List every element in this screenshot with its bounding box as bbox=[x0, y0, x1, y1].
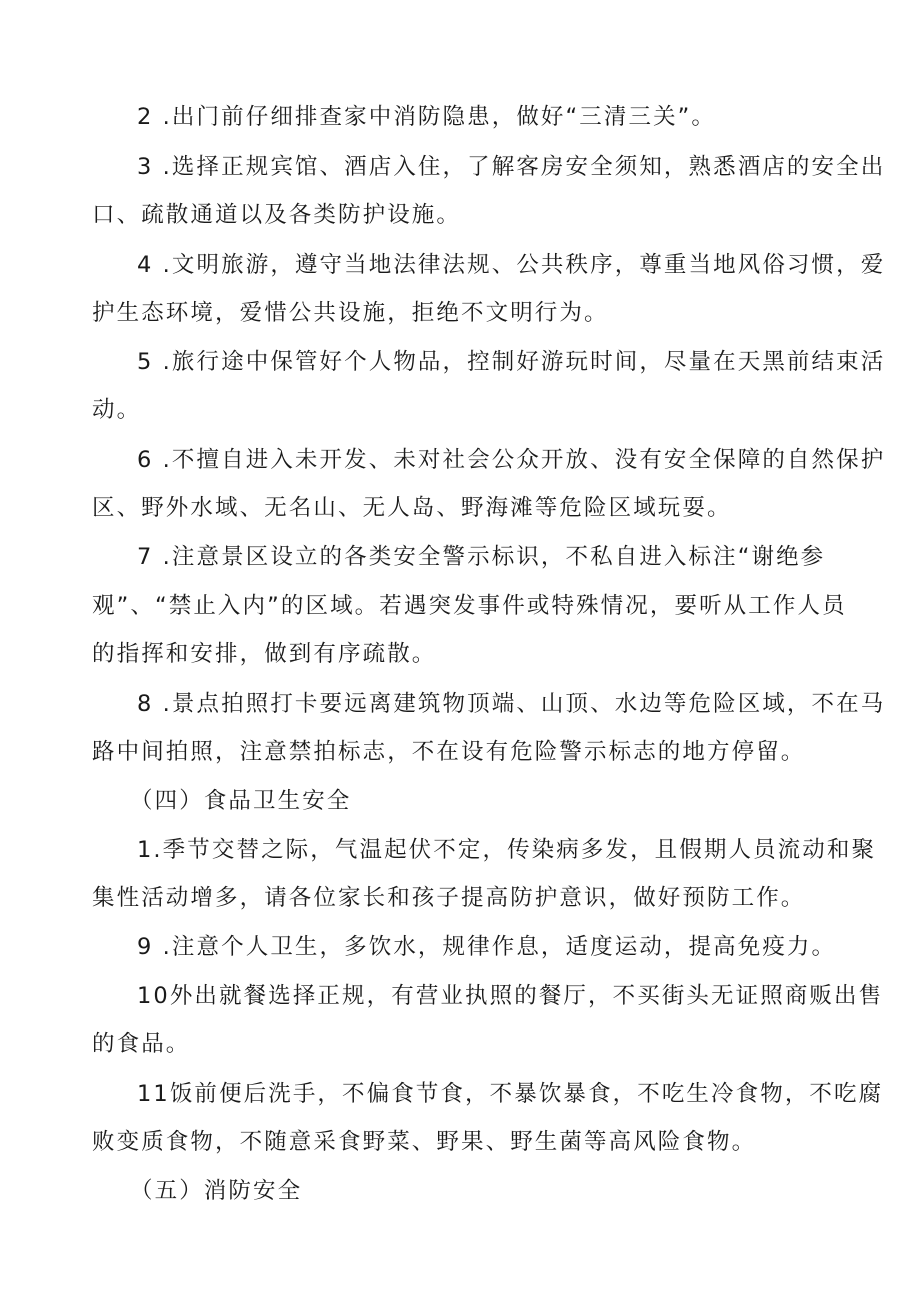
paragraph-item-7-line-2: 观”、“禁止入内”的区域。若遇突发事件或特殊情况，要听从工作人员 bbox=[92, 593, 847, 619]
paragraph-item-2-line-1: 2 .出门前仔细排查家中消防隐患，做好“三清三关”。 bbox=[137, 104, 717, 130]
paragraph-food-1-line-1: 1.季节交替之际，气温起伏不定，传染病多发，且假期人员流动和聚 bbox=[137, 837, 877, 863]
paragraph-item-5-line-1: 5 .旅行途中保管好个人物品，控制好游玩时间，尽量在天黑前结束活 bbox=[137, 349, 886, 375]
paragraph-item-7-line-1: 7 .注意景区设立的各类安全警示标识，不私自进入标注“谢绝参 bbox=[137, 544, 826, 570]
paragraph-food-9-line-1: 9 .注意个人卫生，多饮水，规律作息，适度运动，提高免疫力。 bbox=[137, 934, 837, 960]
paragraph-item-6-line-1: 6 .不擅自进入未开发、未对社会公众开放、没有安全保障的自然保护 bbox=[137, 447, 886, 473]
paragraph-food-11-line-2: 败变质食物，不随意采食野菜、野果、野生菌等高风险食物。 bbox=[92, 1129, 757, 1155]
paragraph-food-11-line-1: 11饭前便后洗手，不偏食节食，不暴饮暴食，不吃生冷食物，不吃腐 bbox=[137, 1081, 884, 1107]
paragraph-item-8-line-2: 路中间拍照，注意禁拍标志，不在设有危险警示标志的地方停留。 bbox=[92, 739, 806, 765]
paragraph-item-3-line-2: 口、疏散通道以及各类防护设施。 bbox=[92, 202, 462, 228]
paragraph-food-1-line-2: 集性活动增多，请各位家长和孩子提高防护意识，做好预防工作。 bbox=[92, 885, 806, 911]
section-heading-food-safety: （四）食品卫生安全 bbox=[130, 788, 352, 814]
section-heading-fire-safety: （五）消防安全 bbox=[130, 1178, 303, 1204]
paragraph-item-4-line-2: 护生态环境，爱惜公共设施，拒绝不文明行为。 bbox=[92, 300, 609, 326]
paragraph-item-5-line-2: 动。 bbox=[92, 397, 142, 423]
paragraph-item-6-line-2: 区、野外水域、无名山、无人岛、野海滩等危险区域玩耍。 bbox=[92, 495, 732, 521]
paragraph-item-4-line-1: 4 .文明旅游，遵守当地法律法规、公共秩序，尊重当地风俗习惯，爱 bbox=[137, 252, 886, 278]
paragraph-item-8-line-1: 8 .景点拍照打卡要远离建筑物顶端、山顶、水边等危险区域，不在马 bbox=[137, 691, 886, 717]
paragraph-item-7-line-3: 的指挥和安排，做到有序疏散。 bbox=[92, 641, 437, 667]
paragraph-food-10-line-1: 10外出就餐选择正规，有营业执照的餐厅，不买街头无证照商贩出售 bbox=[137, 983, 884, 1009]
paragraph-food-10-line-2: 的食品。 bbox=[92, 1031, 191, 1057]
paragraph-item-3-line-1: 3 .选择正规宾馆、酒店入住，了解客房安全须知，熟悉酒店的安全出 bbox=[137, 154, 886, 180]
